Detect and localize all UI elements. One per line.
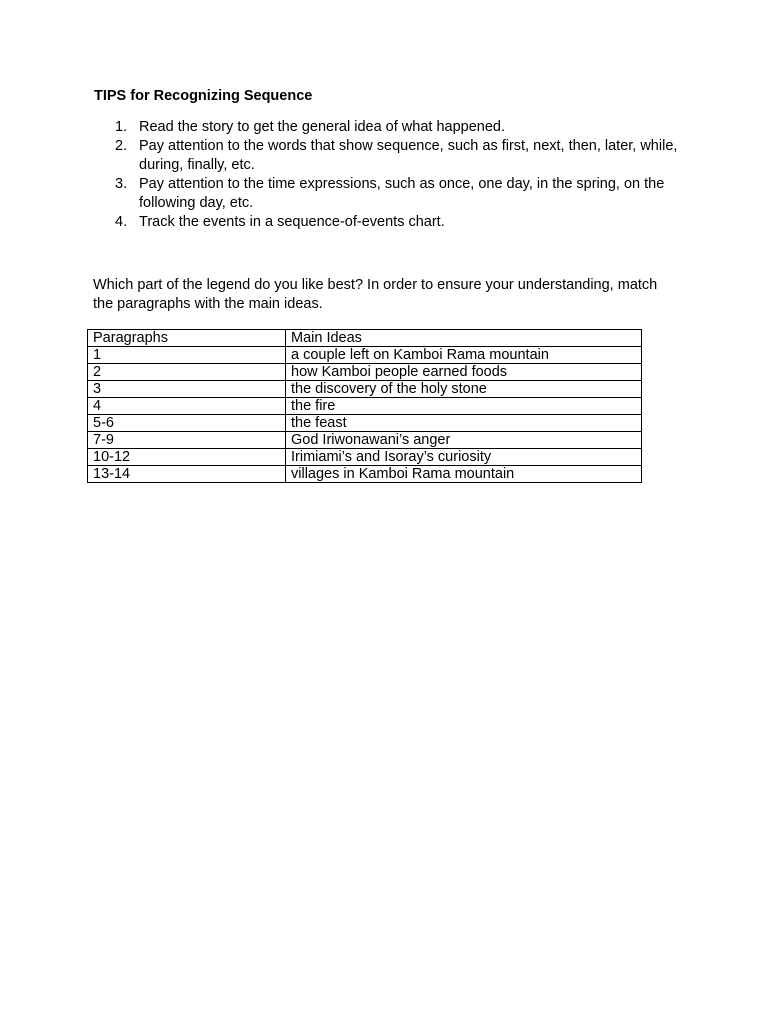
table-row bbox=[88, 347, 642, 364]
table-row bbox=[88, 398, 642, 415]
table-row bbox=[88, 449, 642, 466]
table-cell-main-idea: God Iriwonawani’s anger bbox=[286, 432, 642, 449]
table-cell-paragraph: 2 bbox=[88, 364, 286, 381]
paragraph-main-ideas-table bbox=[87, 329, 642, 483]
table-cell-paragraph: 4 bbox=[88, 398, 286, 415]
table-cell-main-idea: a couple left on Kamboi Rama mountain bbox=[286, 347, 642, 364]
tip-item bbox=[115, 118, 685, 137]
tips-heading: TIPS for Recognizing Sequence bbox=[94, 88, 313, 104]
tip-number: 3. bbox=[115, 176, 128, 192]
table-cell-paragraph: 10-12 bbox=[88, 449, 286, 466]
tip-number: 1. bbox=[115, 119, 128, 135]
table-cell-main-idea: how Kamboi people earned foods bbox=[286, 364, 642, 381]
tip-item bbox=[115, 137, 685, 175]
table-cell-main-idea: the fire bbox=[286, 398, 642, 415]
tip-text: Pay attention to the words that show sequence, such as first, next, then, later, while, during, finally, etc. bbox=[139, 138, 678, 173]
tip-number: 2. bbox=[115, 138, 128, 154]
matching-instructions: Which part of the legend do you like best? In order to ensure your understanding, match the paragraphs with the main ideas. bbox=[93, 277, 658, 312]
table-cell-paragraph: 1 bbox=[88, 347, 286, 364]
table-row bbox=[88, 415, 642, 432]
tip-text: Track the events in a sequence-of-events chart. bbox=[139, 214, 445, 230]
tip-text: Pay attention to the time expressions, such as once, one day, in the spring, on the following day, etc. bbox=[139, 176, 665, 211]
table-row bbox=[88, 381, 642, 398]
table-row bbox=[88, 364, 642, 381]
table-cell-paragraph: 7-9 bbox=[88, 432, 286, 449]
table-header-cell: Paragraphs bbox=[88, 330, 286, 347]
table-header-cell: Main Ideas bbox=[286, 330, 642, 347]
table-cell-paragraph: 5-6 bbox=[88, 415, 286, 432]
tips-list bbox=[115, 118, 685, 232]
table-cell-paragraph: 13-14 bbox=[88, 466, 286, 483]
tip-item bbox=[115, 213, 685, 232]
tip-item bbox=[115, 175, 685, 213]
table-cell-main-idea: villages in Kamboi Rama mountain bbox=[286, 466, 642, 483]
table-row bbox=[88, 432, 642, 449]
table-cell-main-idea: the feast bbox=[286, 415, 642, 432]
table-cell-main-idea: the discovery of the holy stone bbox=[286, 381, 642, 398]
table-header-row bbox=[88, 330, 642, 347]
tip-text: Read the story to get the general idea of what happened. bbox=[139, 119, 505, 135]
table-row bbox=[88, 466, 642, 483]
table-cell-paragraph: 3 bbox=[88, 381, 286, 398]
table-cell-main-idea: Irimiami’s and Isoray’s curiosity bbox=[286, 449, 642, 466]
tip-number: 4. bbox=[115, 214, 128, 230]
